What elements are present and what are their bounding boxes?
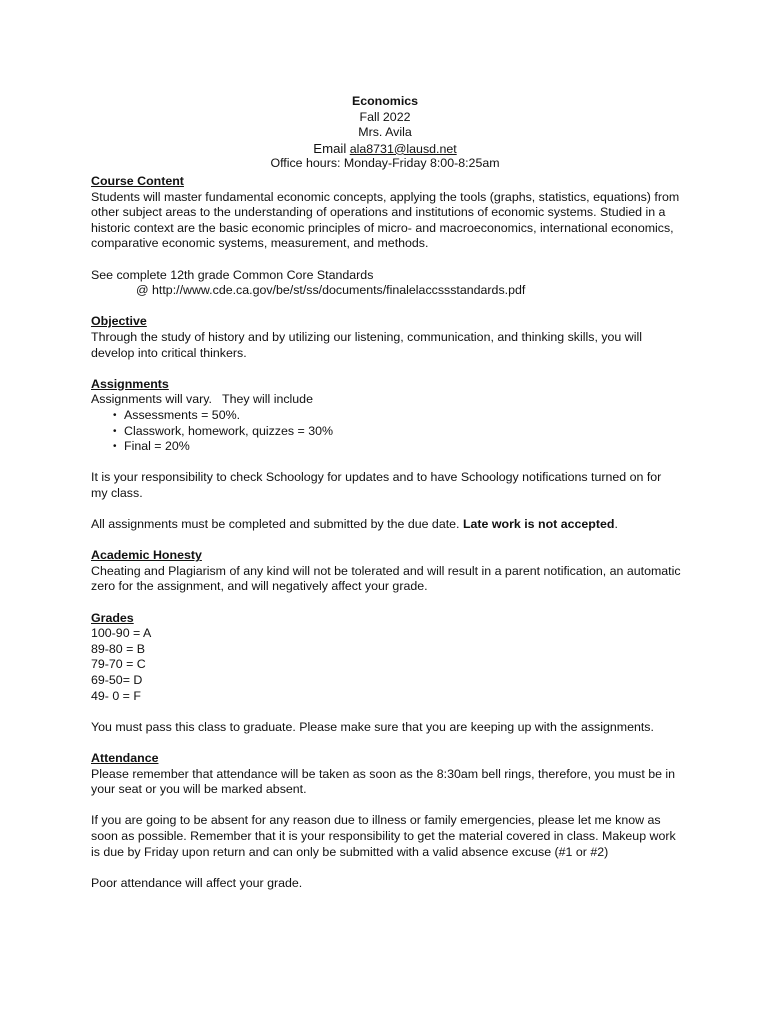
standards-line: See complete 12th grade Common Core Standards xyxy=(91,267,374,282)
office-hours: Office hours: Monday-Friday 8:00-8:25am xyxy=(270,156,500,171)
bullet-icon: • xyxy=(113,425,117,437)
email-link[interactable]: ala8731@lausd.net xyxy=(349,141,457,156)
term-label: Fall 2022 xyxy=(359,109,411,124)
grade-row: 49- 0 = F xyxy=(91,688,141,703)
late-work-notice: Late work is not accepted xyxy=(462,517,615,532)
standards-url[interactable]: @ http://www.cde.ca.gov/be/st/ss/documents/finalelaccssstandards.pdf xyxy=(136,283,526,298)
page-title: Economics xyxy=(351,94,419,108)
assignment-weights-list xyxy=(91,408,681,455)
list-item: • Classwork, homework, quizzes = 30% xyxy=(113,423,334,438)
grade-row: 69-50= D xyxy=(91,673,143,687)
objective-heading: Objective xyxy=(91,314,147,329)
schoology-note: It is your responsibility to check Schoology for updates and to have Schoology notifications turned on for my class. xyxy=(91,470,662,500)
attendance-heading: Attendance xyxy=(91,750,159,765)
syllabus-body xyxy=(91,174,681,891)
grades-heading: Grades xyxy=(91,610,134,625)
attendance-text-1: Please remember that attendance will be taken as soon as the 8:30am bell rings, therefore, you must be in your seat or you will be marked absent. xyxy=(91,766,676,797)
grades-note: You must pass this class to graduate. Please make sure that you are keeping up with the assignments. xyxy=(91,719,654,734)
attendance-text-3: Poor attendance will affect your grade. xyxy=(91,875,303,890)
email-label: Email xyxy=(313,140,347,156)
bullet-icon: • xyxy=(113,441,117,453)
due-date-note: All assignments must be completed and submitted by the due date. Late work is not accepted. xyxy=(91,517,618,532)
academic-honesty-heading: Academic Honesty xyxy=(91,548,202,563)
grade-row: 100-90 = A xyxy=(91,626,152,641)
attendance-text-2: If you are going to be absent for any reason due to illness or family emergencies, please let me know as soon as possible. Remember that it is your responsibility to get the material covered in class. Makeup work is due by Friday upon return and can only be submitted with a valid absence excuse (#1 or #2) xyxy=(91,813,676,859)
academic-honesty-text: Cheating and Plagiarism of any kind will not be tolerated and will result in a parent notification, an automatic zero for the assignment, and will negatively affect your grade. xyxy=(91,563,681,594)
objective-text: Through the study of history and by utilizing our listening, communication, and thinking skills, you will develop into critical thinkers. xyxy=(91,329,642,360)
syllabus-header xyxy=(0,94,770,172)
course-content-text: Students will master fundamental economic concepts, applying the tools (graphs, statistics, equations) from other subject areas to the understanding of operations and institutions of economic systems. Studied in a historic context are the basic economic principles of micro- and macroeconomics, international economics, comparative economic systems, measurement, and methods. xyxy=(91,189,680,251)
grade-scale xyxy=(91,626,681,704)
course-content-heading: Course Content xyxy=(91,174,184,188)
assignments-heading: Assignments xyxy=(91,376,169,391)
list-item: • Final = 20% xyxy=(113,439,190,454)
grade-row: 79-70 = C xyxy=(91,657,146,672)
list-item: • Assessments = 50%. xyxy=(113,407,241,422)
grade-row: 89-80 = B xyxy=(91,641,146,656)
teacher-name: Mrs. Avila xyxy=(358,125,412,140)
email-line xyxy=(0,141,770,157)
bullet-icon: • xyxy=(113,409,117,421)
assignments-intro: Assignments will vary. They will include xyxy=(91,392,313,407)
